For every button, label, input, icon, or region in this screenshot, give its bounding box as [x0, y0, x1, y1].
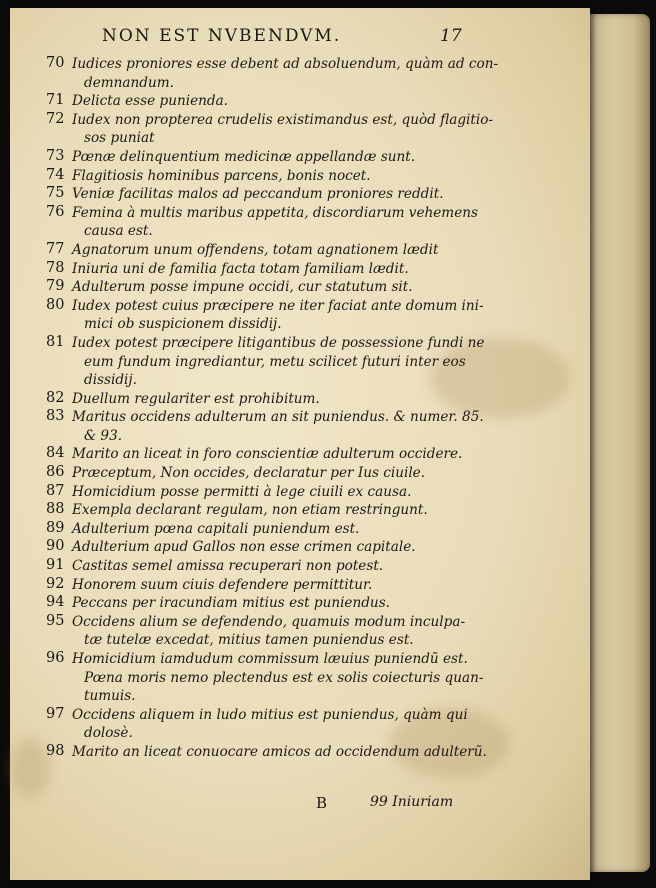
entry-text-line: sos puniat [84, 130, 155, 147]
index-entry [10, 501, 590, 520]
index-entry [10, 241, 590, 260]
index-entry [10, 594, 590, 613]
index-entry [10, 278, 590, 297]
entry-text-line: Peccans per iracundiam mitius est puniendus. [72, 595, 390, 612]
index-entry [10, 167, 590, 186]
index-entry [10, 743, 590, 762]
index-entry [10, 297, 590, 334]
entry-text-line: Femina à multis maribus appetita, discordiarum vehemens [72, 204, 478, 221]
index-entry [10, 390, 590, 409]
entry-text-line: Marito an liceat conuocare amicos ad occidendum adulterũ. [72, 743, 487, 760]
entry-text-line: Adulterum posse impune occidi, cur statutum sit. [72, 279, 413, 296]
entry-text-line: Iniuria uni de familia facta totam familiam lædit. [72, 260, 409, 277]
entry-number: 75 [46, 185, 65, 202]
index-entry [10, 520, 590, 539]
index-entry [10, 538, 590, 557]
entry-text-line: Delicta esse punienda. [72, 93, 228, 110]
entry-number: 89 [46, 519, 65, 536]
entry-text-line: tæ tutelæ excedat, mitius tamen puniendus est. [84, 632, 414, 649]
index-entry [10, 148, 590, 167]
entry-number: 95 [46, 612, 65, 629]
index-entry [10, 613, 590, 650]
index-entry [10, 111, 590, 148]
index-entry [10, 334, 590, 390]
entry-number: 72 [46, 110, 65, 127]
entry-number: 97 [46, 705, 65, 722]
entry-text-line: tumuis. [84, 688, 136, 705]
entry-number: 77 [46, 240, 65, 257]
entry-number: 79 [46, 278, 65, 295]
entry-text-line: Pœna moris nemo plectendus est ex solis coiecturis quan- [84, 669, 484, 686]
entry-text-line: Maritus occidens adulterum an sit puniendus. & numer. 85. [72, 409, 484, 426]
index-entry [10, 55, 590, 92]
entry-text-line: dolosè. [84, 725, 133, 742]
entry-number: 80 [46, 296, 65, 313]
entry-text-line: Veniæ facilitas malos ad peccandum proniores reddit. [72, 186, 444, 203]
entry-number: 78 [46, 259, 65, 276]
index-entry [10, 464, 590, 483]
entry-text-line: mici ob suspicionem dissidij. [84, 316, 282, 333]
entry-text-line: Agnatorum unum offendens, totam agnationem lædit [72, 241, 439, 258]
running-title: NON EST NVBENDVM. [102, 26, 342, 46]
entry-number: 94 [46, 594, 65, 611]
entry-text-line: Præceptum, Non occides, declaratur per Ius ciuile. [72, 465, 426, 482]
index-entry [10, 650, 590, 706]
entry-text-line: Flagitiosis hominibus parcens, bonis nocet. [72, 167, 371, 184]
entry-text-line: causa est. [84, 223, 153, 240]
index-entry [10, 576, 590, 595]
entry-text-line: Homicidium iamdudum commissum læuius puniendũ est. [72, 651, 468, 667]
entry-text-line: Occidens alium se defendendo, quamuis modum inculpa- [72, 613, 466, 630]
index-entry [10, 260, 590, 279]
index-entry [10, 92, 590, 111]
entry-number: 87 [46, 482, 65, 499]
entry-text-line: dissidij. [84, 372, 137, 389]
entry-number: 91 [46, 557, 65, 574]
entry-text-line: Iudices proniores esse debent ad absoluendum, quàm ad con- [72, 56, 499, 72]
index-entry [10, 204, 590, 241]
entry-number: 74 [46, 166, 65, 183]
entry-number: 98 [46, 742, 65, 759]
entry-text-line: & 93. [84, 427, 123, 444]
entry-text-line: Iudex potest præcipere litigantibus de possessione fundi ne [72, 334, 485, 351]
entry-text-line: demnandum. [84, 74, 174, 91]
entry-text-line: Castitas semel amissa recuperari non potest. [72, 558, 384, 575]
index-entry [10, 185, 590, 204]
entry-number: 90 [46, 538, 65, 555]
entry-number: 96 [46, 650, 65, 666]
entry-text-line: eum fundum ingrediantur, metu scilicet futuri inter eos [84, 353, 466, 370]
index-entry [10, 557, 590, 576]
entry-number: 88 [46, 501, 65, 518]
entry-text-line: Pœnæ delinquentium medicinæ appellandæ sunt. [72, 148, 416, 165]
entry-number: 76 [46, 203, 65, 220]
entry-text-line: Duellum regulariter est prohibitum. [72, 390, 320, 407]
entry-number: 73 [46, 147, 65, 164]
entry-text-line: Exempla declarant regulam, non etiam restringunt. [72, 502, 428, 519]
entry-number: 70 [46, 55, 65, 71]
index-entry [10, 408, 590, 445]
entry-number: 71 [46, 92, 65, 109]
entry-text-line: Marito an liceat in foro conscientiæ adulterum occidere. [72, 446, 463, 463]
index-entry [10, 706, 590, 743]
page-number: 17 [440, 26, 462, 46]
page-footer [10, 794, 590, 816]
book-binding [584, 14, 650, 872]
entry-text-line: Occidens aliquem in ludo mitius est puniendus, quàm qui [72, 706, 468, 723]
entry-text-line: Adulterium apud Gallos non esse crimen capitale. [72, 539, 416, 556]
index-entries [10, 55, 590, 762]
page-header [10, 26, 590, 52]
book-page [10, 8, 590, 880]
entry-text-line: Iudex potest cuius præcipere ne iter faciat ante domum ini- [72, 297, 484, 314]
signature-mark: B [316, 794, 328, 812]
entry-text-line: Honorem suum ciuis defendere permittitur. [72, 576, 373, 593]
entry-text-line: Adulterium pœna capitali puniendum est. [72, 520, 360, 537]
entry-text-line: Iudex non propterea crudelis existimandus est, quòd flagitio- [72, 111, 493, 128]
catchword: 99 Iniuriam [370, 794, 454, 810]
entry-number: 84 [46, 445, 65, 462]
entry-number: 82 [46, 389, 65, 406]
index-entry [10, 483, 590, 502]
entry-text-line: Homicidium posse permitti à lege ciuili ex causa. [72, 483, 412, 500]
index-entry [10, 445, 590, 464]
entry-number: 92 [46, 575, 65, 592]
entry-number: 86 [46, 464, 65, 481]
entry-number: 83 [46, 408, 65, 425]
entry-number: 81 [46, 333, 65, 350]
